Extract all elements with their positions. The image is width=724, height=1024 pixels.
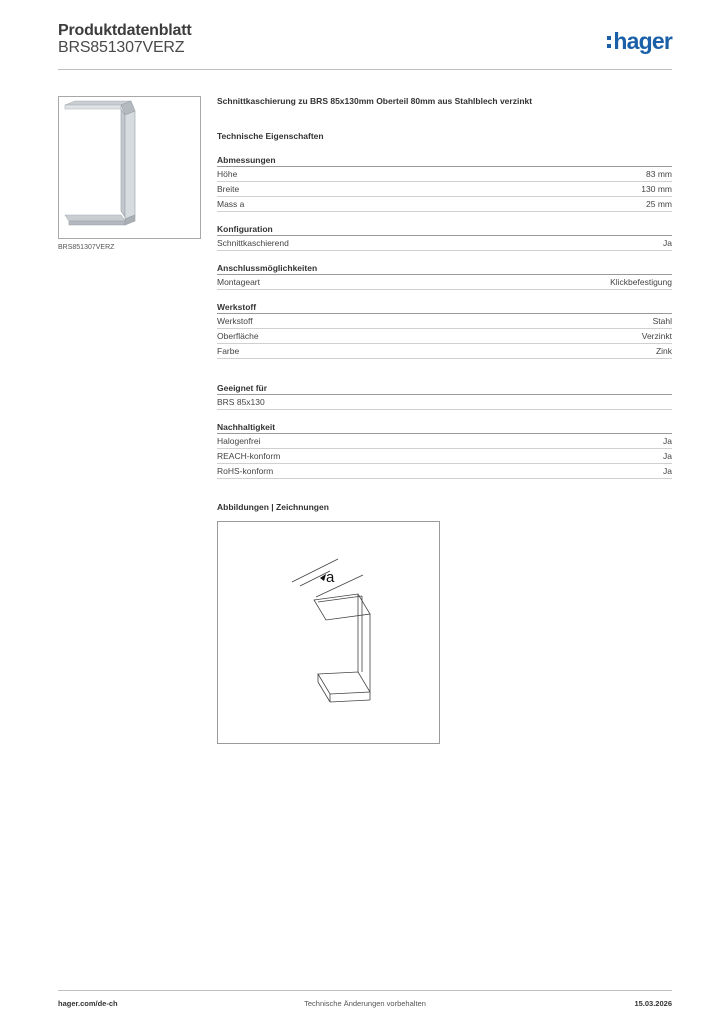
document-title: Produktdatenblatt	[58, 22, 192, 39]
spec-row	[217, 434, 672, 449]
spec-value: Ja	[663, 436, 672, 446]
spec-row	[217, 464, 672, 479]
group-anschluss	[217, 263, 672, 290]
spec-row	[217, 182, 672, 197]
spec-label: Breite	[217, 184, 240, 194]
spec-value: Ja	[663, 451, 672, 461]
spec-label: Mass a	[217, 199, 245, 209]
spec-value: Verzinkt	[641, 331, 672, 341]
spec-label: BRS 85x130	[217, 397, 265, 407]
spec-label: Halogenfrei	[217, 436, 261, 446]
group-werkstoff	[217, 302, 672, 359]
figures-heading: Abbildungen | Zeichnungen	[217, 502, 329, 512]
group-geeignet	[217, 383, 672, 410]
spec-value: 25 mm	[646, 199, 672, 209]
spec-label: REACH-konform	[217, 451, 281, 461]
spec-content	[217, 96, 672, 479]
group-title: Nachhaltigkeit	[217, 422, 672, 434]
product-photo-icon	[59, 97, 200, 238]
footer-website-link[interactable]: hager.com/de-ch	[58, 999, 118, 1008]
group-title: Konfiguration	[217, 224, 672, 236]
footer-notice: Technische Änderungen vorbehalten	[304, 999, 426, 1008]
spec-value: Ja	[663, 238, 672, 248]
group-title: Werkstoff	[217, 302, 672, 314]
spec-label: Schnittkaschierend	[217, 238, 289, 248]
product-description: Schnittkaschierung zu BRS 85x130mm Oberteil 80mm aus Stahlblech verzinkt	[217, 96, 533, 106]
spec-label: Werkstoff	[217, 316, 253, 326]
group-title: Abmessungen	[217, 155, 672, 167]
spec-value: Klickbefestigung	[610, 277, 672, 287]
specs-heading: Technische Eigenschaften	[217, 131, 324, 141]
dimension-label: a	[326, 569, 335, 586]
group-abmessungen	[217, 155, 672, 212]
spec-row	[217, 449, 672, 464]
spec-label: Farbe	[217, 346, 240, 356]
group-nachhaltigkeit	[217, 422, 672, 479]
spec-value: 130 mm	[641, 184, 672, 194]
spec-row	[217, 236, 672, 251]
spec-row	[217, 329, 672, 344]
spec-row	[217, 314, 672, 329]
logo-text: hager	[613, 28, 672, 54]
spec-row	[217, 197, 672, 212]
product-number: BRS851307VERZ	[58, 39, 185, 56]
spec-value: Stahl	[652, 316, 672, 326]
dimension-drawing-icon	[218, 522, 439, 743]
footer-date: 15.03.2026	[634, 999, 672, 1008]
spec-value: Zink	[655, 346, 672, 356]
spec-value: 83 mm	[646, 169, 672, 179]
group-title: Geeignet für	[217, 383, 672, 395]
technical-drawing	[217, 521, 440, 744]
spec-row	[217, 167, 672, 182]
group-konfiguration	[217, 224, 672, 251]
image-caption: BRS851307VERZ	[58, 244, 115, 251]
group-title: Anschlussmöglichkeiten	[217, 263, 672, 275]
spec-label: Höhe	[217, 169, 238, 179]
spec-label: Oberfläche	[217, 331, 259, 341]
spec-row	[217, 395, 672, 410]
spec-label: Montageart	[217, 277, 260, 287]
spec-row	[217, 344, 672, 359]
product-image	[58, 96, 201, 239]
spec-label: RoHS-konform	[217, 466, 274, 476]
hager-logo[interactable]	[607, 28, 672, 55]
page-header	[58, 22, 672, 70]
page-footer	[58, 990, 672, 1010]
spec-value: Ja	[663, 466, 672, 476]
spec-row	[217, 275, 672, 290]
logo-dots-icon	[607, 36, 611, 48]
